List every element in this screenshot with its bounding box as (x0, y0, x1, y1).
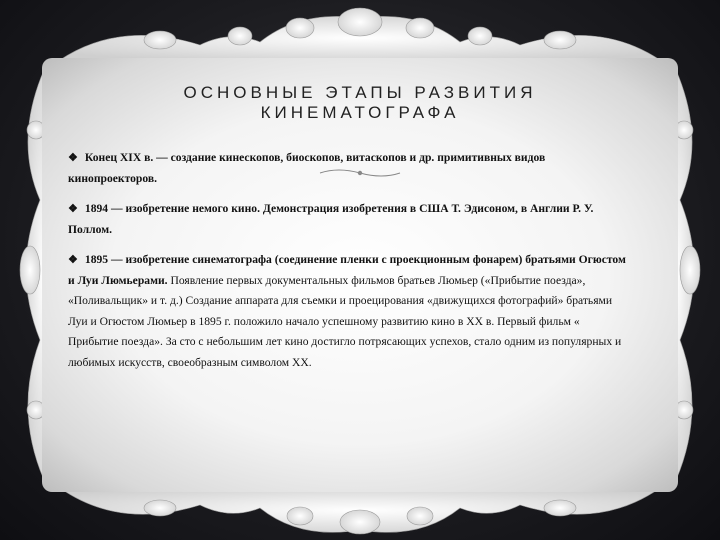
item-text: 1894 — изобретение немого кино. Демонстрация изобретения в США Т. Эдисоном, в Англии Р. У. Поллом. (68, 202, 594, 236)
list-item (68, 250, 628, 373)
item-text-regular: Появление первых документальных фильмов братьев Люмьер («Прибытие поезда», «Поливальщик» и т. д.) Создание аппарата для съемки и проецирования «движущихся фотографий» братьями Луи и Огюстом Люмьер в 1895 г. положило начало успешному развитию кино в XX в. Первый фильм « Прибытие поезда». За сто с небольшим лет кино достигло потрясающих успехов, стало одним из популярных и любимых искусств, своеобразным символом XX. (68, 273, 622, 369)
slide-title-line1: ОСНОВНЫЕ ЭТАПЫ РАЗВИТИЯ (183, 83, 537, 102)
list-item (68, 199, 628, 240)
diamond-bullet-icon: ❖ (68, 203, 78, 215)
diamond-bullet-icon: ❖ (68, 254, 78, 266)
item-text-bold: 1895 — изобретение синематографа (соединение пленки с проекционным фонарем) братьями Огюстом и Луи Люмьерами. (68, 253, 626, 287)
slide-title-line2: КИНЕМАТОГРАФА (260, 103, 460, 122)
list-item (68, 148, 628, 189)
slide-body (68, 148, 628, 373)
item-text: Конец XIX в. — создание кинескопов, биоскопов, витаскопов и др. примитивных видов кинопроекторов. (68, 151, 546, 185)
diamond-bullet-icon: ❖ (68, 152, 78, 164)
bottom-scroll-ornament (60, 488, 660, 534)
top-scroll-ornament (60, 8, 660, 60)
